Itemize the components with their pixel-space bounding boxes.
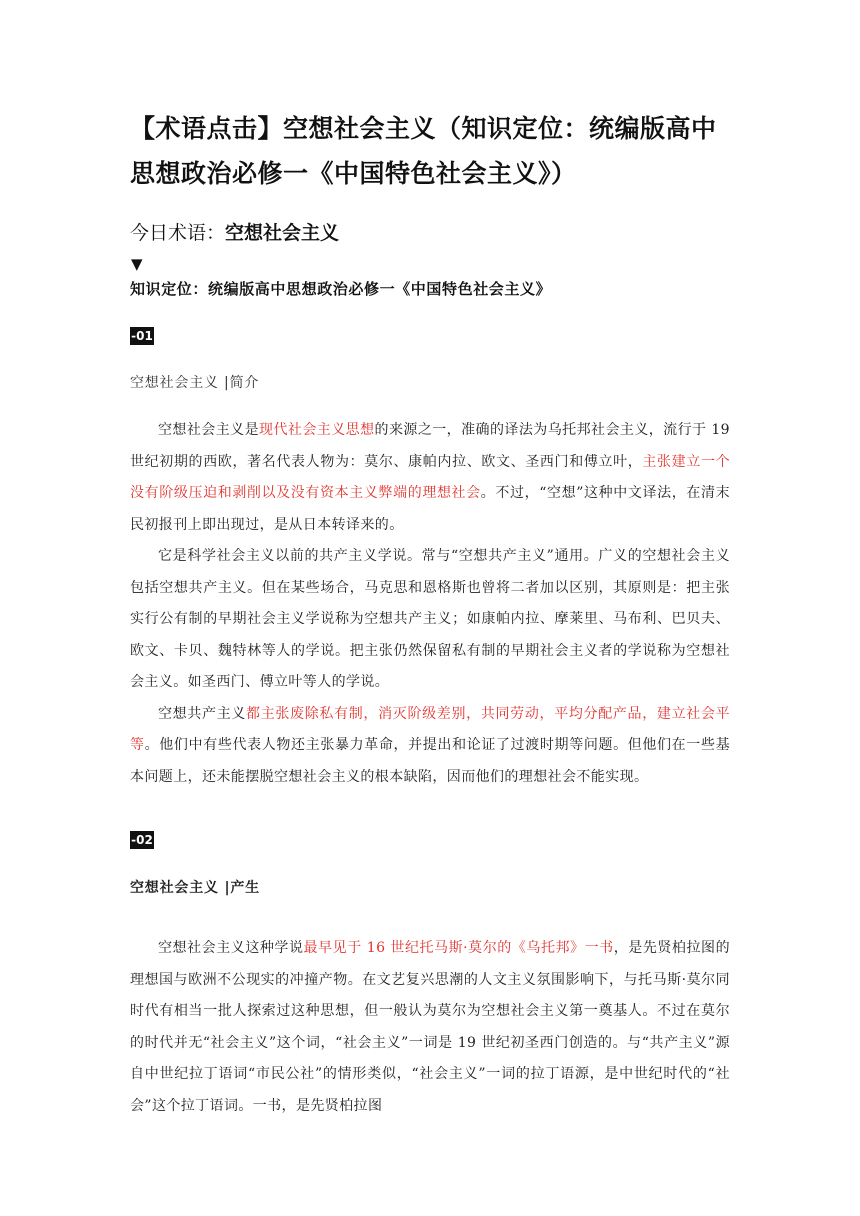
- highlight-text: 现代社会主义思想: [259, 422, 375, 438]
- section-intro-body: [130, 415, 730, 793]
- down-arrow-icon: ▼: [131, 255, 143, 273]
- highlight-text: 都主张废除私有制，消灭阶级差别，共同劳动，平均分配产品，建立社会平等: [130, 705, 730, 753]
- section-badge-02: -02: [131, 833, 153, 847]
- highlight-text: 主张建立一个没有阶级压迫和剥削以及没有资本主义弊端的理想社会: [130, 453, 731, 501]
- paragraph: 空想社会主义这种学说最早见于 16 世纪托马斯·莫尔的《乌托邦》一书，是先贤柏拉图的理想国与欧洲不公现实的冲撞产物。在文艺复兴思潮的人文主义氛围影响下，与托马斯·莫尔同时代有相当一批人探索过这种思想，但一般认为莫尔为空想社会主义第一奠基人。不过在莫尔的时代并无“社会主义”这个词，“社会主义”一词是 19 世纪初圣西门创造的。与“共产主义”源自中世纪拉丁语词“市民公社”的情形类似，“社会主义”一词的拉丁语源，是中世纪时代的“社会”这个拉丁语词。一书，是先贤柏拉图: [130, 940, 731, 1114]
- section-heading-origin: 空想社会主义 |产生: [130, 880, 260, 896]
- section-badge-01: -01: [131, 329, 153, 343]
- today-term-value: 空想社会主义: [225, 222, 340, 244]
- highlight-text: 最早见于 16 世纪托马斯·莫尔的《乌托邦》一书: [303, 940, 614, 956]
- today-term-line: [130, 219, 339, 247]
- page-title: 【术语点击】空想社会主义（知识定位：统编版高中思想政治必修一《中国特色社会主义》）: [130, 114, 717, 188]
- paragraph: 它是科学社会主义以前的共产主义学说。常与“空想共产主义”通用。广义的空想社会主义包括空想共产主义。但在某些场合，马克思和恩格斯也曾将二者加以区别，其原则是：把主张实行公有制的早期社会主义学说称为空想共产主义；如康帕内拉、摩莱里、马布利、巴贝夫、欧文、卡贝、魏特林等人的学说。把主张仍然保留私有制的早期社会主义者的学说称为空想社会主义。如圣西门、傅立叶等人的学说。: [130, 548, 730, 690]
- paragraph: 空想共产主义都主张废除私有制，消灭阶级差别，共同劳动，平均分配产品，建立社会平等。他们中有些代表人物还主张暴力革命，并提出和论证了过渡时期等问题。但他们在一些基本问题上，还未能摆脱空想社会主义的根本缺陷，因而他们的理想社会不能实现。: [130, 705, 730, 785]
- section-heading-intro: 空想社会主义 |简介: [130, 375, 260, 391]
- paragraph: 空想社会主义是现代社会主义思想的来源之一，准确的译法为乌托邦社会主义，流行于 19 世纪初期的西欧，著名代表人物为：莫尔、康帕内拉、欧文、圣西门和傅立叶，主张建立一个没有阶级压迫和剥削以及没有资本主义弊端的理想社会。不过，“空想”这种中文译法，在清末民初报刊上即出现过，是从日本转译来的。: [130, 422, 731, 533]
- section-origin-body: [130, 933, 730, 1122]
- today-term-label: 今日术语：: [130, 222, 226, 244]
- knowledge-position: 知识定位：统编版高中思想政治必修一《中国特色社会主义》: [130, 280, 552, 298]
